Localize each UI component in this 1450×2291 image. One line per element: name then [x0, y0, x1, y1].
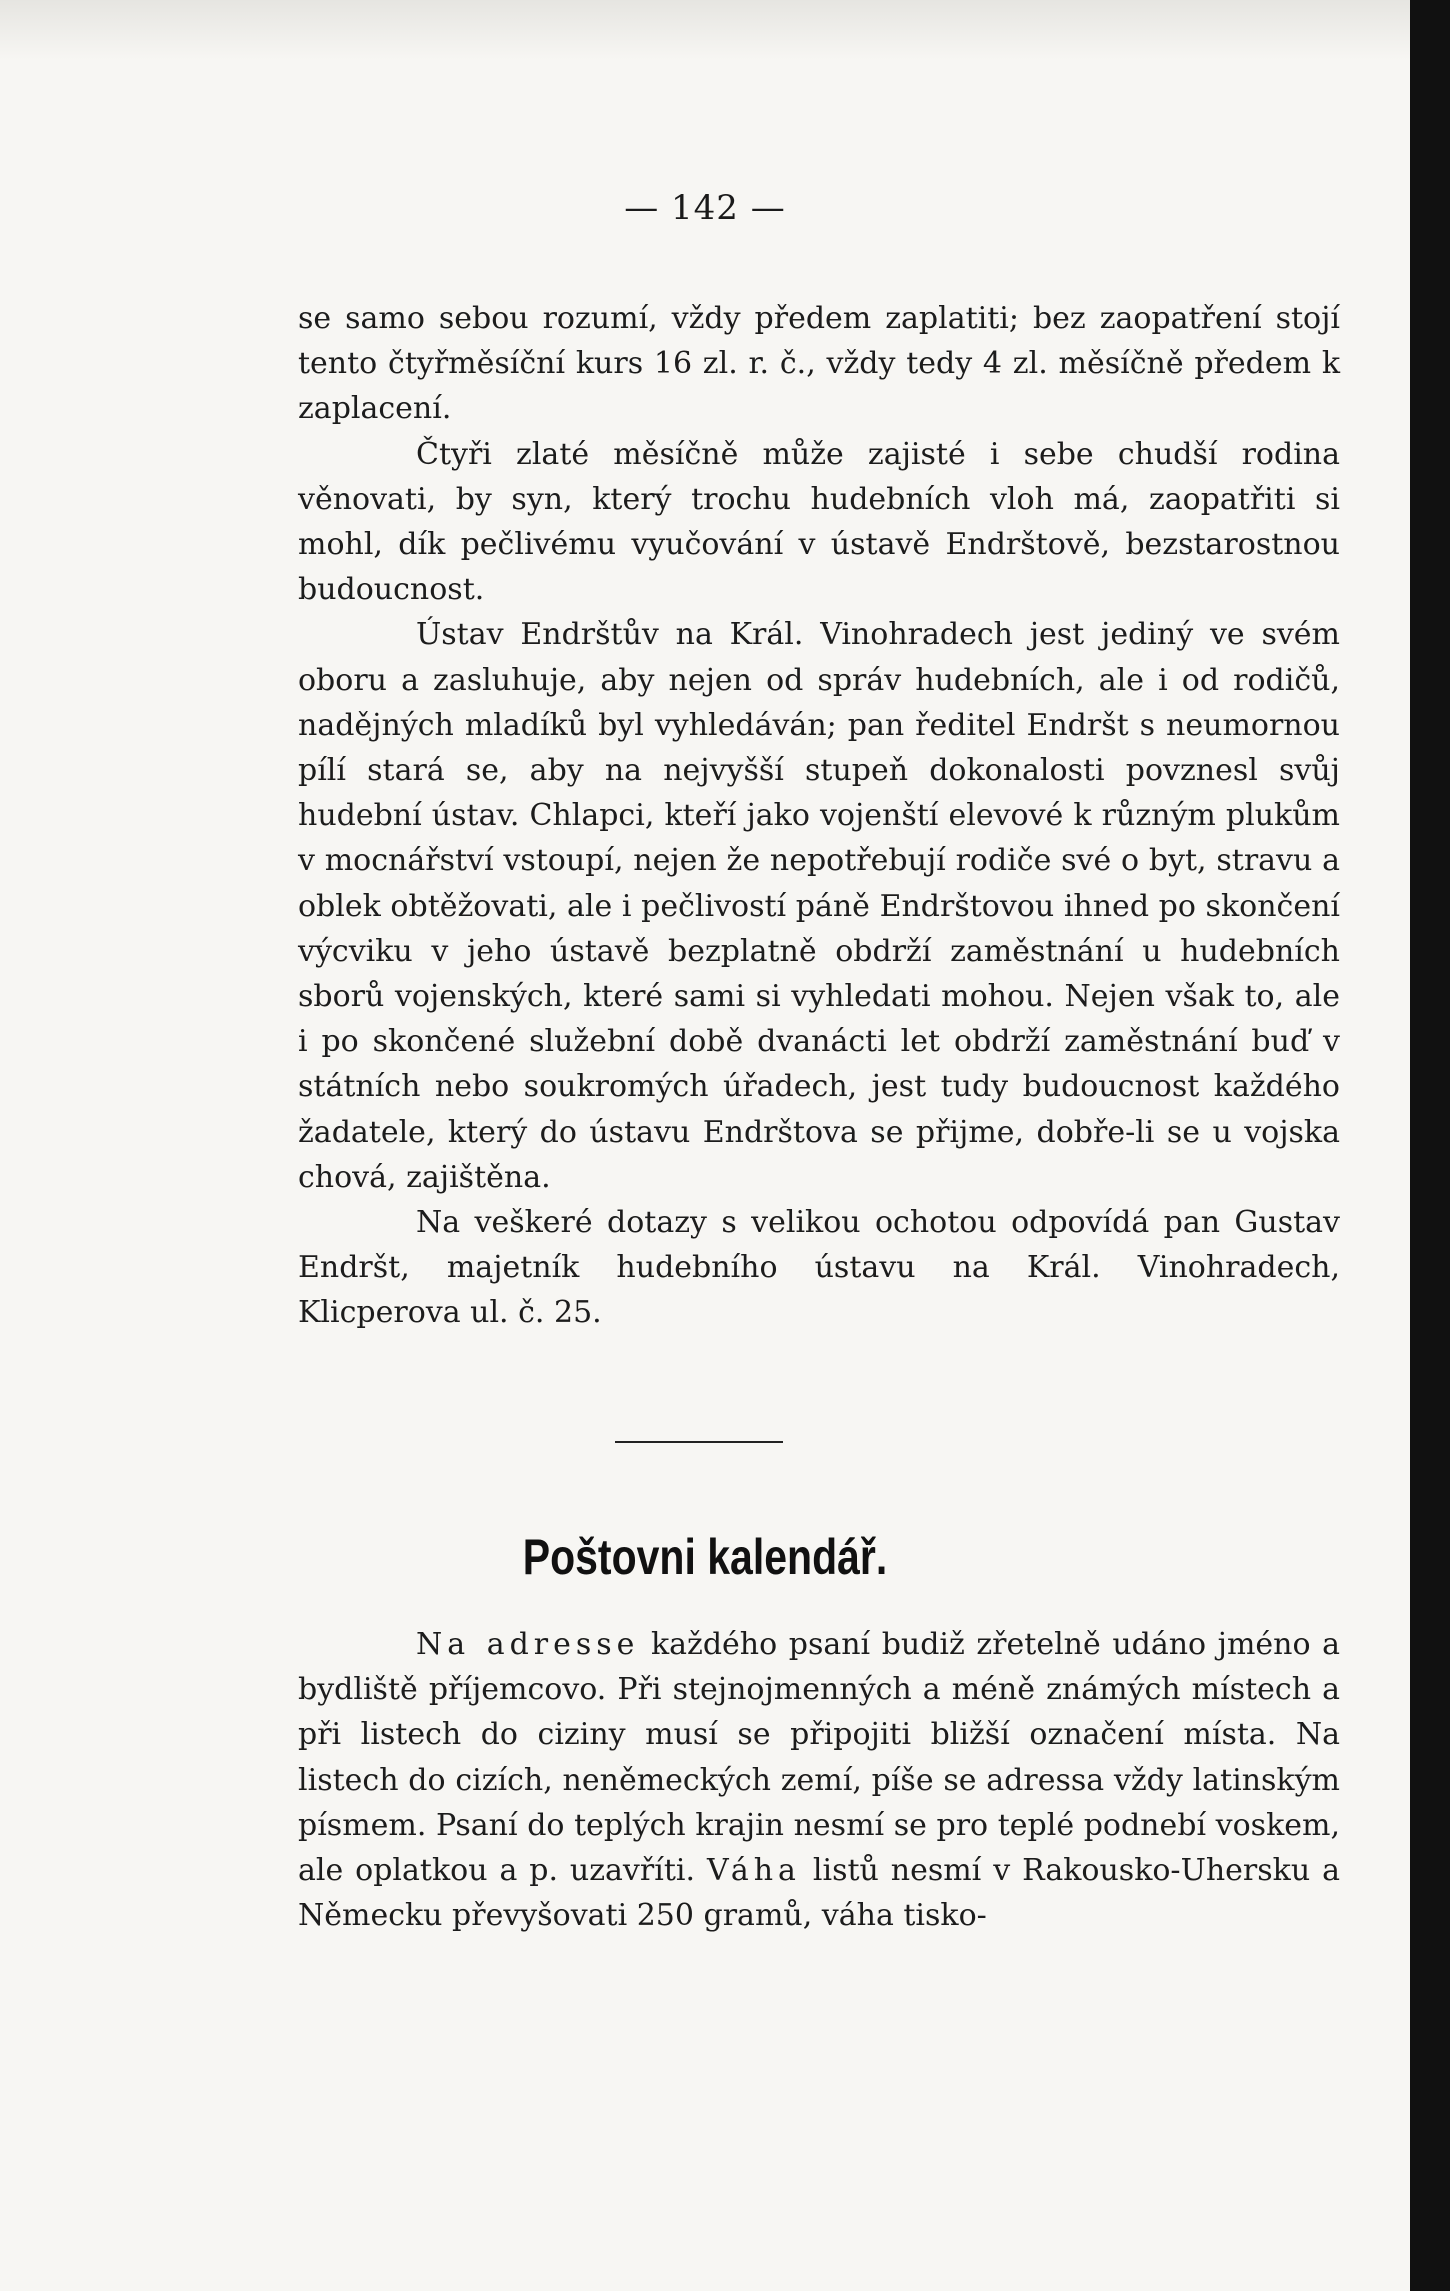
paragraph-address	[298, 1622, 1340, 1938]
page-top-shading	[0, 0, 1410, 60]
paragraph-monthly-fee: Čtyři zlaté měsíčně může zajisté i sebe chudší rodina věnovati, by syn, který trochu hudebních vloh má, zaopatřiti si mohl, dík pečlivému vyučování v ústavě Endrštově, bezstarostnou budoucnost.	[298, 436, 1340, 608]
paragraph-contact: Na veškeré dotazy s velikou ochotou odpovídá pan Gustav Endršt, majetník hudebního ústavu na Král. Vinohradech, Klicperova ul. č. 25.	[298, 1205, 1340, 1331]
emphasized-term-weight: Váha	[706, 1853, 801, 1889]
paragraph-text-end: listů nesmí v Rakousko-Uhersku a Německu převyšovati 250 gramů, váha tisko-	[298, 1853, 1340, 1934]
paragraph-text: každého psaní budiž zřetelně udáno jméno a bydliště příjemcovo. Při stejnojmenných a méně známých místech a při listech do ciziny musí se připojiti bližší označení místa. Na listech do cizích, neněmeckých zemí, píše se adressa vždy latinským písmem. Psaní do teplých krajin nesmí se pro teplé podnebí voskem, ale oplatkou a p. uzavříti.	[298, 1627, 1340, 1889]
section-divider	[615, 1441, 783, 1443]
scan-border	[1410, 0, 1450, 2291]
paragraph-continuation: se samo sebou rozumí, vždy předem zaplatiti; bez zaopatření stojí tento čtyřměsíční kurs 16 zl. r. č., vždy tedy 4 zl. měsíčně předem k zaplacení.	[298, 301, 1340, 427]
emphasized-term-address: Na adresse	[416, 1627, 640, 1662]
section-heading: Poštovni kalendář.	[522, 1529, 888, 1585]
text-block-postal	[298, 1622, 1340, 1938]
page-number: — 142 —	[624, 188, 786, 228]
paragraph-institute: Ústav Endrštův na Král. Vinohradech jest jediný ve svém oboru a zasluhuje, aby nejen od správ hudebních, ale i od rodičů, nadějných mladíků byl vyhledáván; pan ředitel Endršt s neumornou pílí stará se, aby na nejvyšší stupeň dokonalosti povznesl svůj hudební ústav. Chlapci, kteří jako vojenští elevové k různým plukům v mocnářství vstoupí, nejen že nepotřebují rodiče své o byt, stravu a oblek obtěžovati, ale i pečlivostí páně Endrštovou ihned po skončení výcviku v jeho ústavě bezplatně obdrží zaměstnání u hudebních sborů vojenských, které sami si vyhledati mohou. Nejen však to, ale i po skončené služební době dvanácti let obdrží zaměstnání buď v státních nebo soukromých úřadech, jest tudy budoucnost každého žadatele, který do ústavu Endrštova se přijme, dobře-li se u vojska chová, zajištěna.	[298, 617, 1340, 1195]
text-block-institute	[298, 296, 1340, 1336]
